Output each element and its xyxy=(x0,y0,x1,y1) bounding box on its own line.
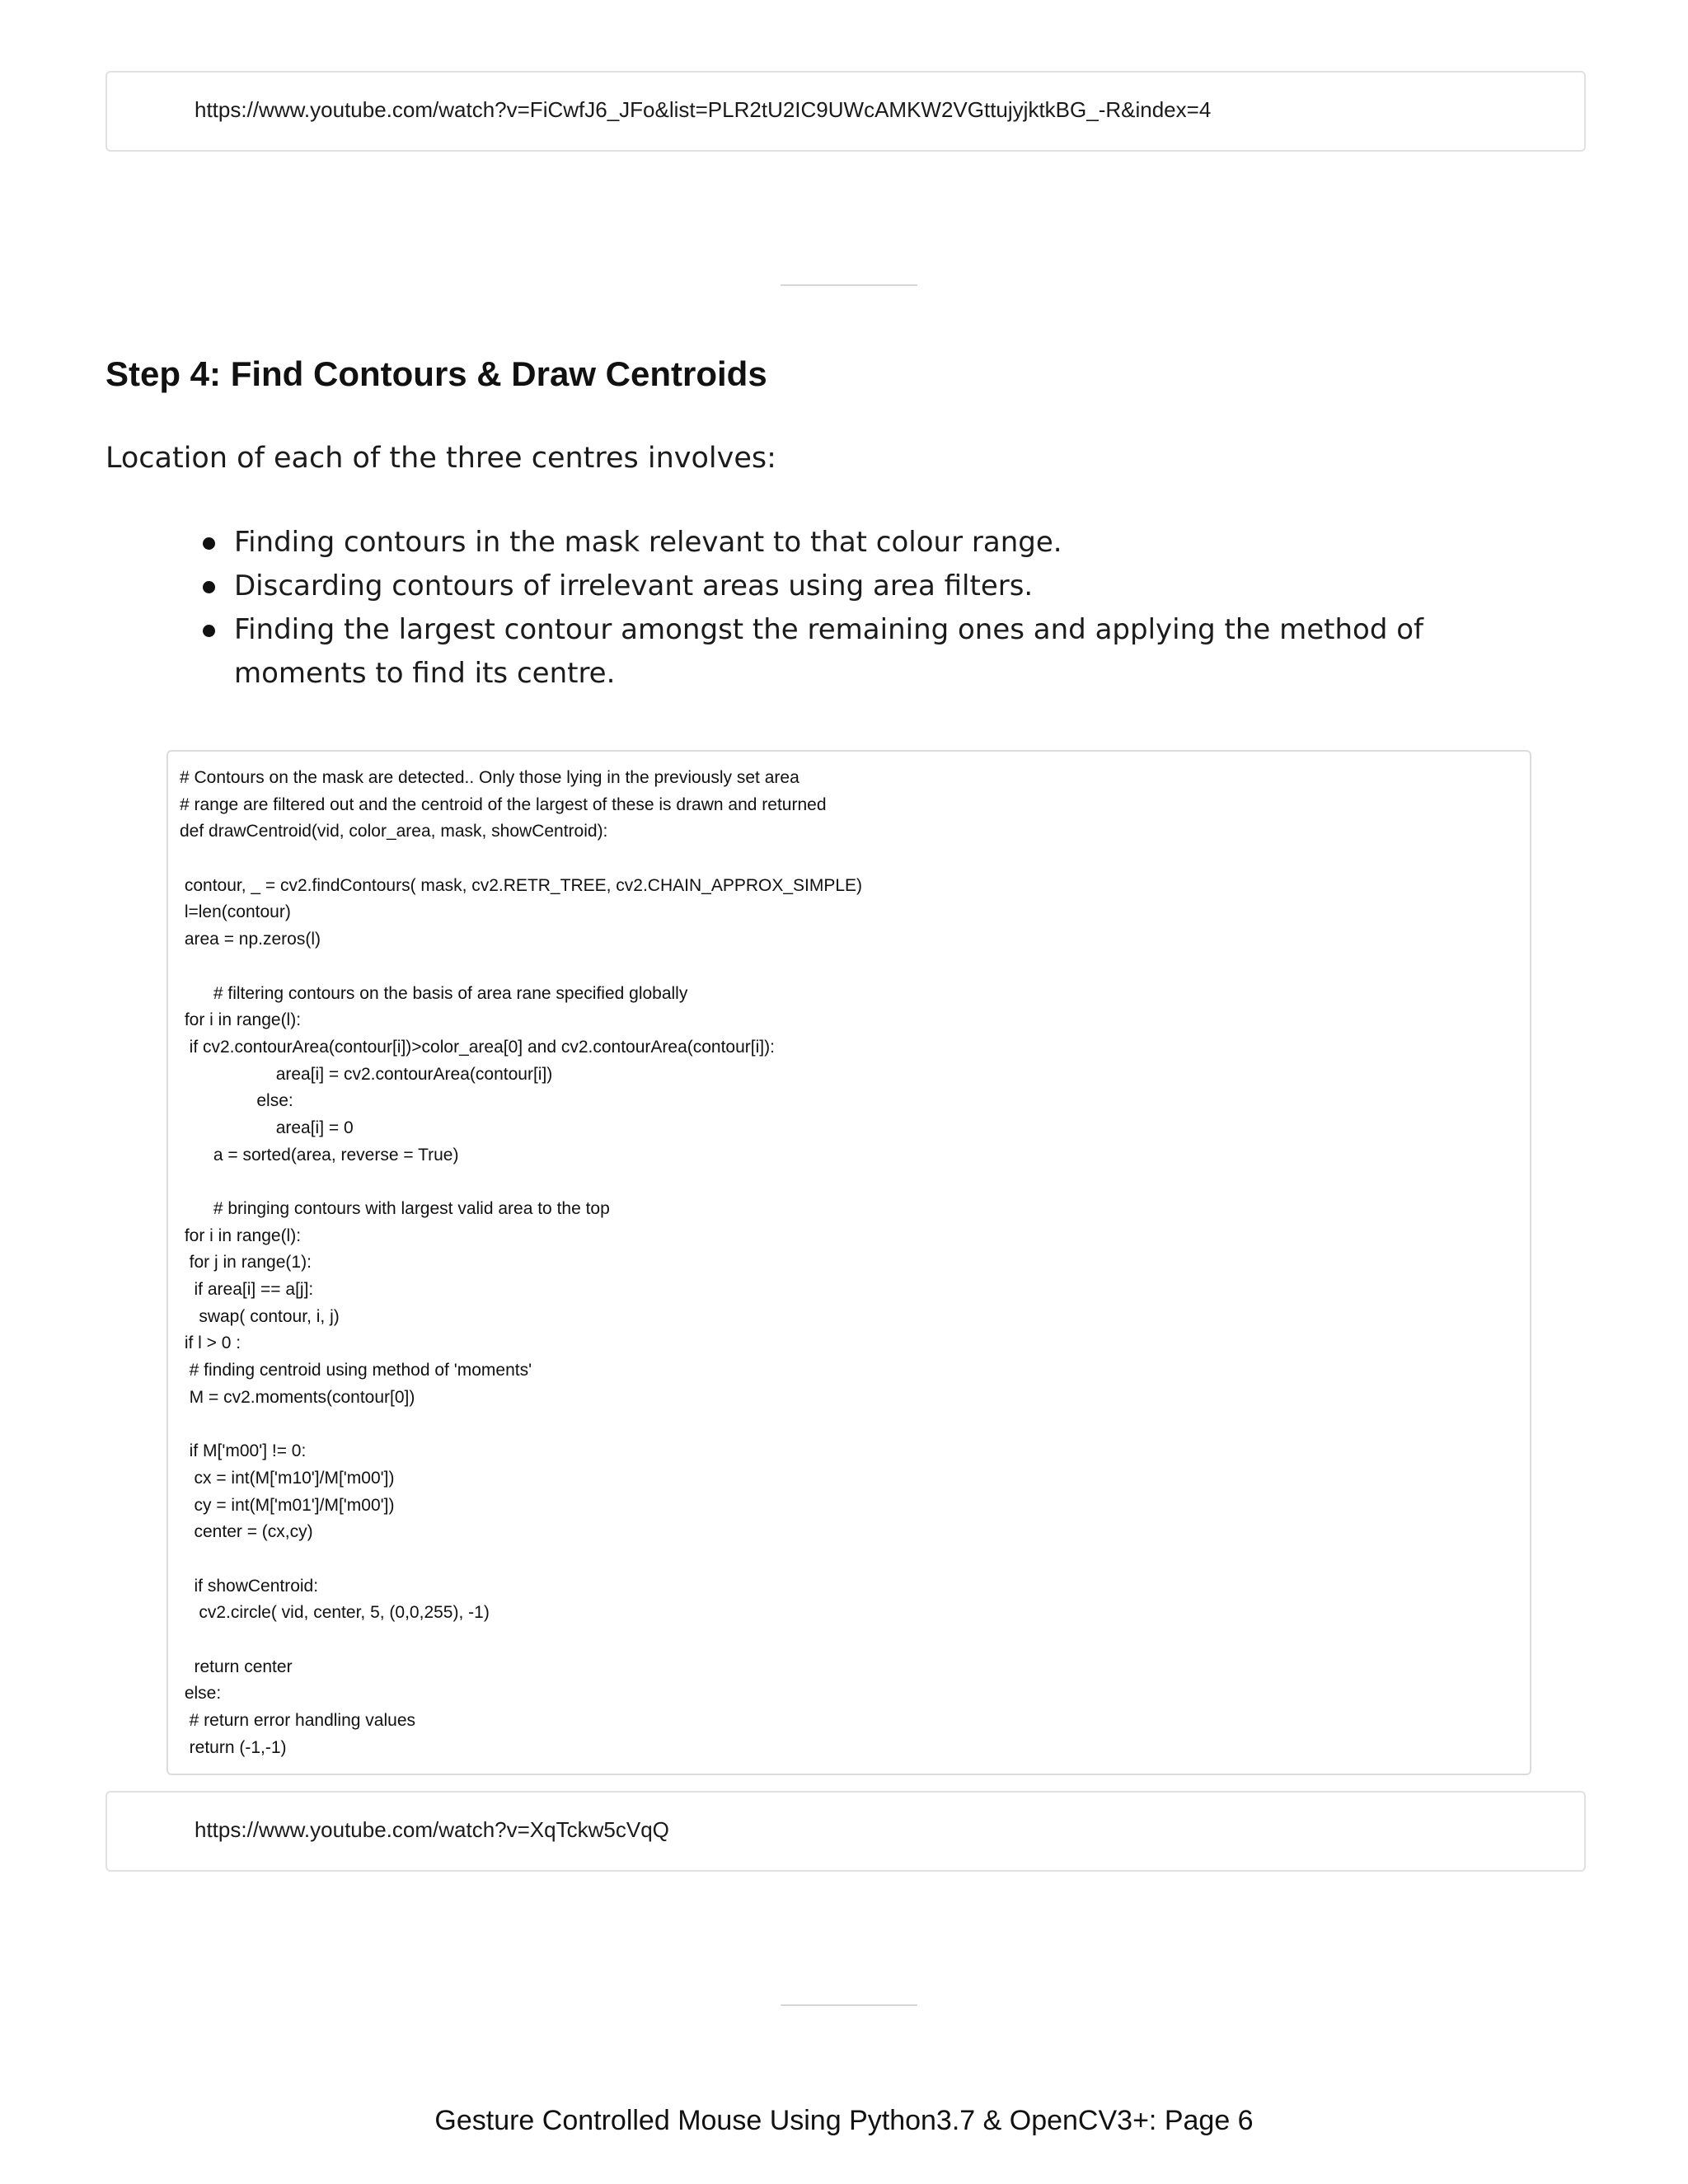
code-line: for j in range(1): xyxy=(180,1253,312,1272)
page-footer: Gesture Controlled Mouse Using Python3.7 & OpenCV3+: Page 6 xyxy=(434,2105,1254,2136)
code-line xyxy=(180,954,862,981)
code-line: contour, _ = cv2.findContours( mask, cv2.RETR_TREE, cv2.CHAIN_APPROX_SIMPLE) xyxy=(180,875,863,895)
list-item-text: Finding contours in the mask relevant to that colour range. xyxy=(234,526,1062,559)
code-line: if showCentroid: xyxy=(180,1576,319,1596)
bullet-icon xyxy=(203,537,215,550)
section-divider xyxy=(781,2004,917,2006)
embed-link-url[interactable]: https://www.youtube.com/watch?v=XqTckw5cVqQ xyxy=(195,1817,669,1842)
code-line: # return error handling values xyxy=(180,1711,415,1731)
code-line: area[i] = cv2.contourArea(contour[i]) xyxy=(180,1064,553,1084)
bullet-list xyxy=(234,521,1520,696)
code-line: return center xyxy=(180,1657,293,1676)
code-line: if M['m00'] != 0: xyxy=(180,1441,307,1461)
code-line: cx = int(M['m10']/M['m00']) xyxy=(180,1468,395,1488)
code-line xyxy=(180,1169,862,1196)
code-line xyxy=(180,1546,862,1573)
code-line: l=len(contour) xyxy=(180,902,291,922)
list-item xyxy=(234,521,1520,565)
code-line xyxy=(180,1412,862,1439)
bullet-icon xyxy=(203,625,215,637)
embed-link-box xyxy=(106,1791,1586,1872)
code-line: if cv2.contourArea(contour[i])>color_area[0] and cv2.contourArea(contour[i]): xyxy=(180,1037,775,1057)
code-line: # filtering contours on the basis of area rane specified globally xyxy=(180,983,688,1003)
code-line: if area[i] == a[j]: xyxy=(180,1280,314,1300)
list-item xyxy=(234,608,1520,696)
code-line: if l > 0 : xyxy=(180,1333,241,1353)
code-line xyxy=(180,1627,862,1654)
code-listing xyxy=(180,765,862,1761)
code-line: cy = int(M['m01']/M['m00']) xyxy=(180,1495,395,1515)
bullet-icon xyxy=(203,581,215,593)
code-line: else: xyxy=(180,1091,293,1111)
list-item-text: Finding the largest contour amongst the remaining ones and applying the method of moments to find its centre. xyxy=(234,613,1424,690)
code-line: cv2.circle( vid, center, 5, (0,0,255), -1) xyxy=(180,1603,490,1623)
code-line: a = sorted(area, reverse = True) xyxy=(180,1145,459,1165)
code-line: swap( contour, i, j) xyxy=(180,1306,340,1326)
list-item-text: Discarding contours of irrelevant areas using area filters. xyxy=(234,569,1034,602)
code-block xyxy=(166,750,1531,1775)
code-line: # range are filtered out and the centroid of the largest of these is drawn and returned xyxy=(180,794,827,814)
section-divider xyxy=(781,284,917,286)
step-heading: Step 4: Find Contours & Draw Centroids xyxy=(106,354,767,393)
code-line: for i in range(l): xyxy=(180,1226,302,1245)
code-line: else: xyxy=(180,1684,222,1704)
code-line: area = np.zeros(l) xyxy=(180,930,321,949)
code-line: def drawCentroid(vid, color_area, mask, showCentroid): xyxy=(180,822,608,841)
code-line: # finding centroid using method of 'moments' xyxy=(180,1361,532,1380)
embed-link-box xyxy=(106,71,1586,152)
code-line xyxy=(180,846,862,873)
code-line: M = cv2.moments(contour[0]) xyxy=(180,1387,415,1407)
code-line: return (-1,-1) xyxy=(180,1737,287,1757)
code-line: # Contours on the mask are detected.. Only those lying in the previously set area xyxy=(180,768,799,787)
code-line: area[i] = 0 xyxy=(180,1118,354,1137)
embed-link-url[interactable]: https://www.youtube.com/watch?v=FiCwfJ6_JFo&list=PLR2tU2IC9UWcAMKW2VGttujyjktkBG_-R&index=4 xyxy=(195,97,1212,122)
intro-paragraph: Location of each of the three centres involves: xyxy=(106,442,776,475)
code-line: for i in range(l): xyxy=(180,1010,302,1030)
code-line: # bringing contours with largest valid area to the top xyxy=(180,1199,610,1218)
list-item xyxy=(234,565,1520,608)
code-line: center = (cx,cy) xyxy=(180,1522,313,1542)
